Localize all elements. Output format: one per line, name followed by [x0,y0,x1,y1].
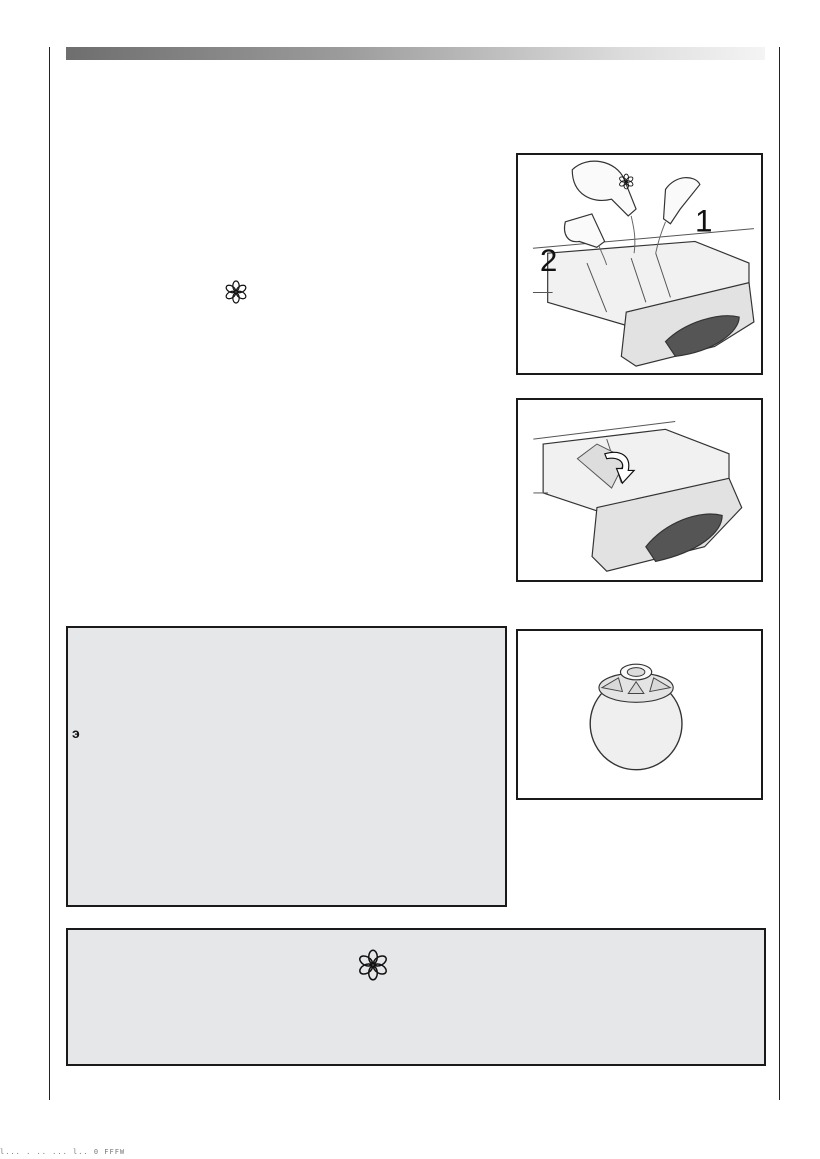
note-box [66,626,507,907]
compartment-label-2: 2 [539,242,558,278]
figure-drawer-insert [516,398,763,582]
note-marker: э [72,725,80,741]
left-page-rule [49,47,50,1100]
bottom-note-box [66,928,766,1066]
figure-dosing-ball [516,629,763,800]
flower-icon [356,948,390,982]
header-gradient-bar [66,47,765,60]
compartment-label-1: 1 [694,203,713,239]
scan-footer-mark: l... . .. ... l.. 0 FFFW [0,1148,126,1156]
figure-detergent-pouring [516,153,763,375]
flower-icon [224,280,248,304]
right-page-rule [779,47,780,1100]
